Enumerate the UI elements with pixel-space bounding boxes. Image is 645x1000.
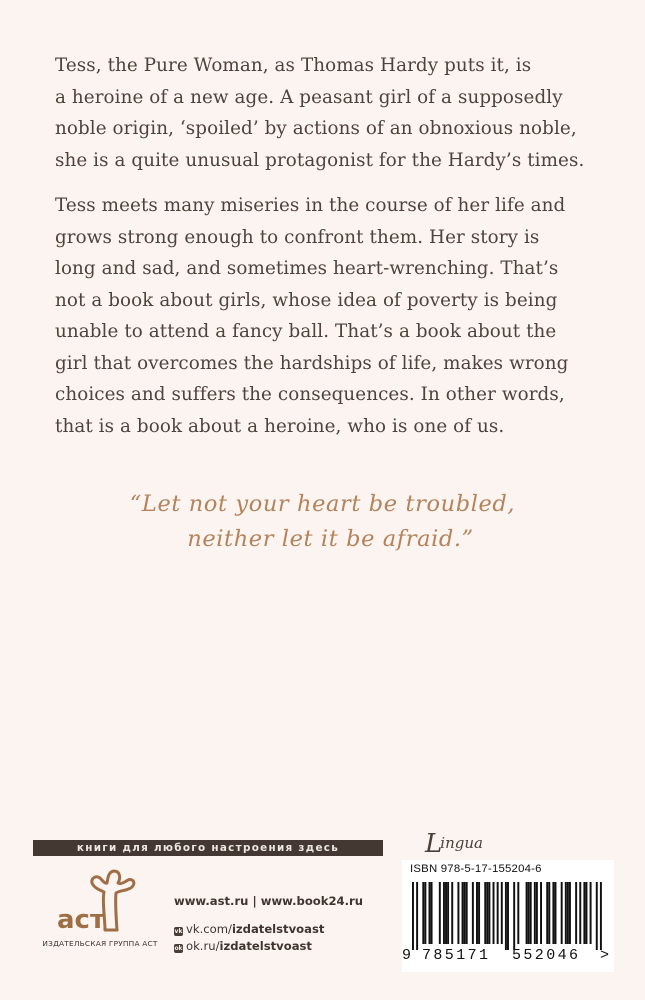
website-links[interactable]: www.ast.ru | www.book24.ru <box>174 894 363 908</box>
barcode-bar <box>488 882 490 944</box>
barcode-bar <box>443 882 445 944</box>
tagline-banner: книги для любого настроения здесь <box>33 840 383 856</box>
barcode-bar <box>416 882 418 950</box>
blurb-line: unable to attend a fancy ball. That’s a book about the <box>55 321 557 342</box>
quote-line-1: “Let not your heart be troubled, <box>129 491 516 517</box>
isbn-number: ISBN 978-5-17-155204-6 <box>410 863 542 875</box>
blurb-line: she is a quite unusual protagonist for the Hardy’s times. <box>55 149 585 171</box>
barcode-bar <box>476 882 478 944</box>
ean-lead-digit: 9 <box>402 947 412 964</box>
barcode-bar <box>536 882 538 944</box>
barcode-bar <box>497 882 499 944</box>
barcode-bar <box>493 882 495 944</box>
ean-group-1: 785171 <box>422 947 491 964</box>
barcode-bar <box>600 882 602 950</box>
barcode-bar <box>530 882 532 944</box>
blurb-line: choices and suffers the consequences. In other words, <box>55 384 565 405</box>
barcode-bar <box>451 882 453 944</box>
ast-logo <box>42 866 152 936</box>
barcode-bar <box>546 882 548 944</box>
barcode-bar <box>583 882 585 944</box>
ean-arrow: > <box>600 947 610 964</box>
barcode-bar <box>513 882 515 950</box>
vk-icon: vk <box>174 928 183 935</box>
barcode-bar <box>505 882 507 950</box>
barcode-bar <box>540 882 542 944</box>
epigraph-quote <box>0 487 645 557</box>
blurb-line: Tess, the Pure Woman, as Thomas Hardy puts it, is <box>55 55 532 76</box>
barcode-bar <box>517 882 519 944</box>
barcode-bar <box>555 882 557 944</box>
blurb-line: long and sad, and sometimes heart-wrenching. That’s <box>55 258 559 279</box>
lingua-initial: L <box>425 829 443 859</box>
blurb-paragraph-2 <box>55 190 600 442</box>
barcode-bar <box>445 882 447 944</box>
blurb-line: that is a book about a heroine, who is one of us. <box>55 415 505 437</box>
ok-prefix: ok.ru/ <box>186 939 220 953</box>
ean-group-2: 552046 <box>512 947 581 964</box>
barcode-bar <box>565 882 567 944</box>
barcode-bars <box>412 882 602 950</box>
barcode-bar <box>567 882 569 944</box>
barcode-bar <box>478 882 480 944</box>
blurb-line: girl that overcomes the hardships of life, makes wrong <box>55 352 569 374</box>
barcode-bar <box>561 882 563 944</box>
vk-link[interactable] <box>174 922 324 936</box>
blurb-line: grows strong enough to confront them. Her story is <box>55 226 540 248</box>
barcode-bar <box>466 882 468 944</box>
barcode-bar <box>507 882 509 950</box>
barcode-bar <box>486 882 488 944</box>
publisher-name: ИЗДАТЕЛЬСКАЯ ГРУППА АСТ <box>42 939 158 948</box>
barcode-bar <box>596 882 598 950</box>
vk-prefix: vk.com/ <box>186 922 232 936</box>
barcode-bar <box>548 882 550 944</box>
barcode-bar <box>484 882 486 944</box>
barcode-bar <box>439 882 441 944</box>
lingua-rest: ingua <box>440 834 483 852</box>
barcode-bar <box>575 882 577 944</box>
barcode-bar <box>569 882 571 944</box>
vk-handle: izdatelstvoast <box>231 922 325 936</box>
barcode-bar <box>431 882 433 944</box>
barcode-bar <box>579 882 581 944</box>
lingua-imprint-logo <box>425 825 483 859</box>
quote-line-2: neither let it be afraid.” <box>187 526 474 552</box>
ast-logo-text: аст <box>57 905 106 935</box>
ok-link[interactable] <box>174 939 312 953</box>
barcode-bar <box>424 882 426 944</box>
blurb-paragraph-1 <box>55 50 600 176</box>
ok-handle: izdatelstvoast <box>219 939 312 953</box>
barcode-bar <box>464 882 466 944</box>
barcode-bar <box>457 882 459 944</box>
barcode-bar <box>501 882 503 944</box>
blurb-line: noble origin, ‘spoiled’ by actions of an obnoxious noble, <box>55 118 577 139</box>
blurb-line: a heroine of a new age. A peasant girl of a supposedly <box>55 86 563 108</box>
barcode-bar <box>552 882 554 944</box>
barcode-bar <box>447 882 449 944</box>
barcode-bar <box>429 882 431 944</box>
barcode-bar <box>472 882 474 944</box>
blurb-line: Tess meets many miseries in the course of her life and <box>55 195 566 216</box>
barcode-bar <box>534 882 536 944</box>
barcode-bar <box>528 882 530 944</box>
barcode-bar <box>412 882 414 950</box>
blurb <box>55 50 600 456</box>
isbn-barcode <box>402 860 614 972</box>
barcode-bar <box>526 882 528 944</box>
barcode-bar <box>590 882 592 944</box>
blurb-line: not a book about girls, whose idea of poverty is being <box>55 289 558 311</box>
barcode-bar <box>462 882 464 944</box>
ok-icon: ok <box>174 945 183 952</box>
barcode-bar <box>585 882 587 944</box>
barcode-bar <box>422 882 424 944</box>
